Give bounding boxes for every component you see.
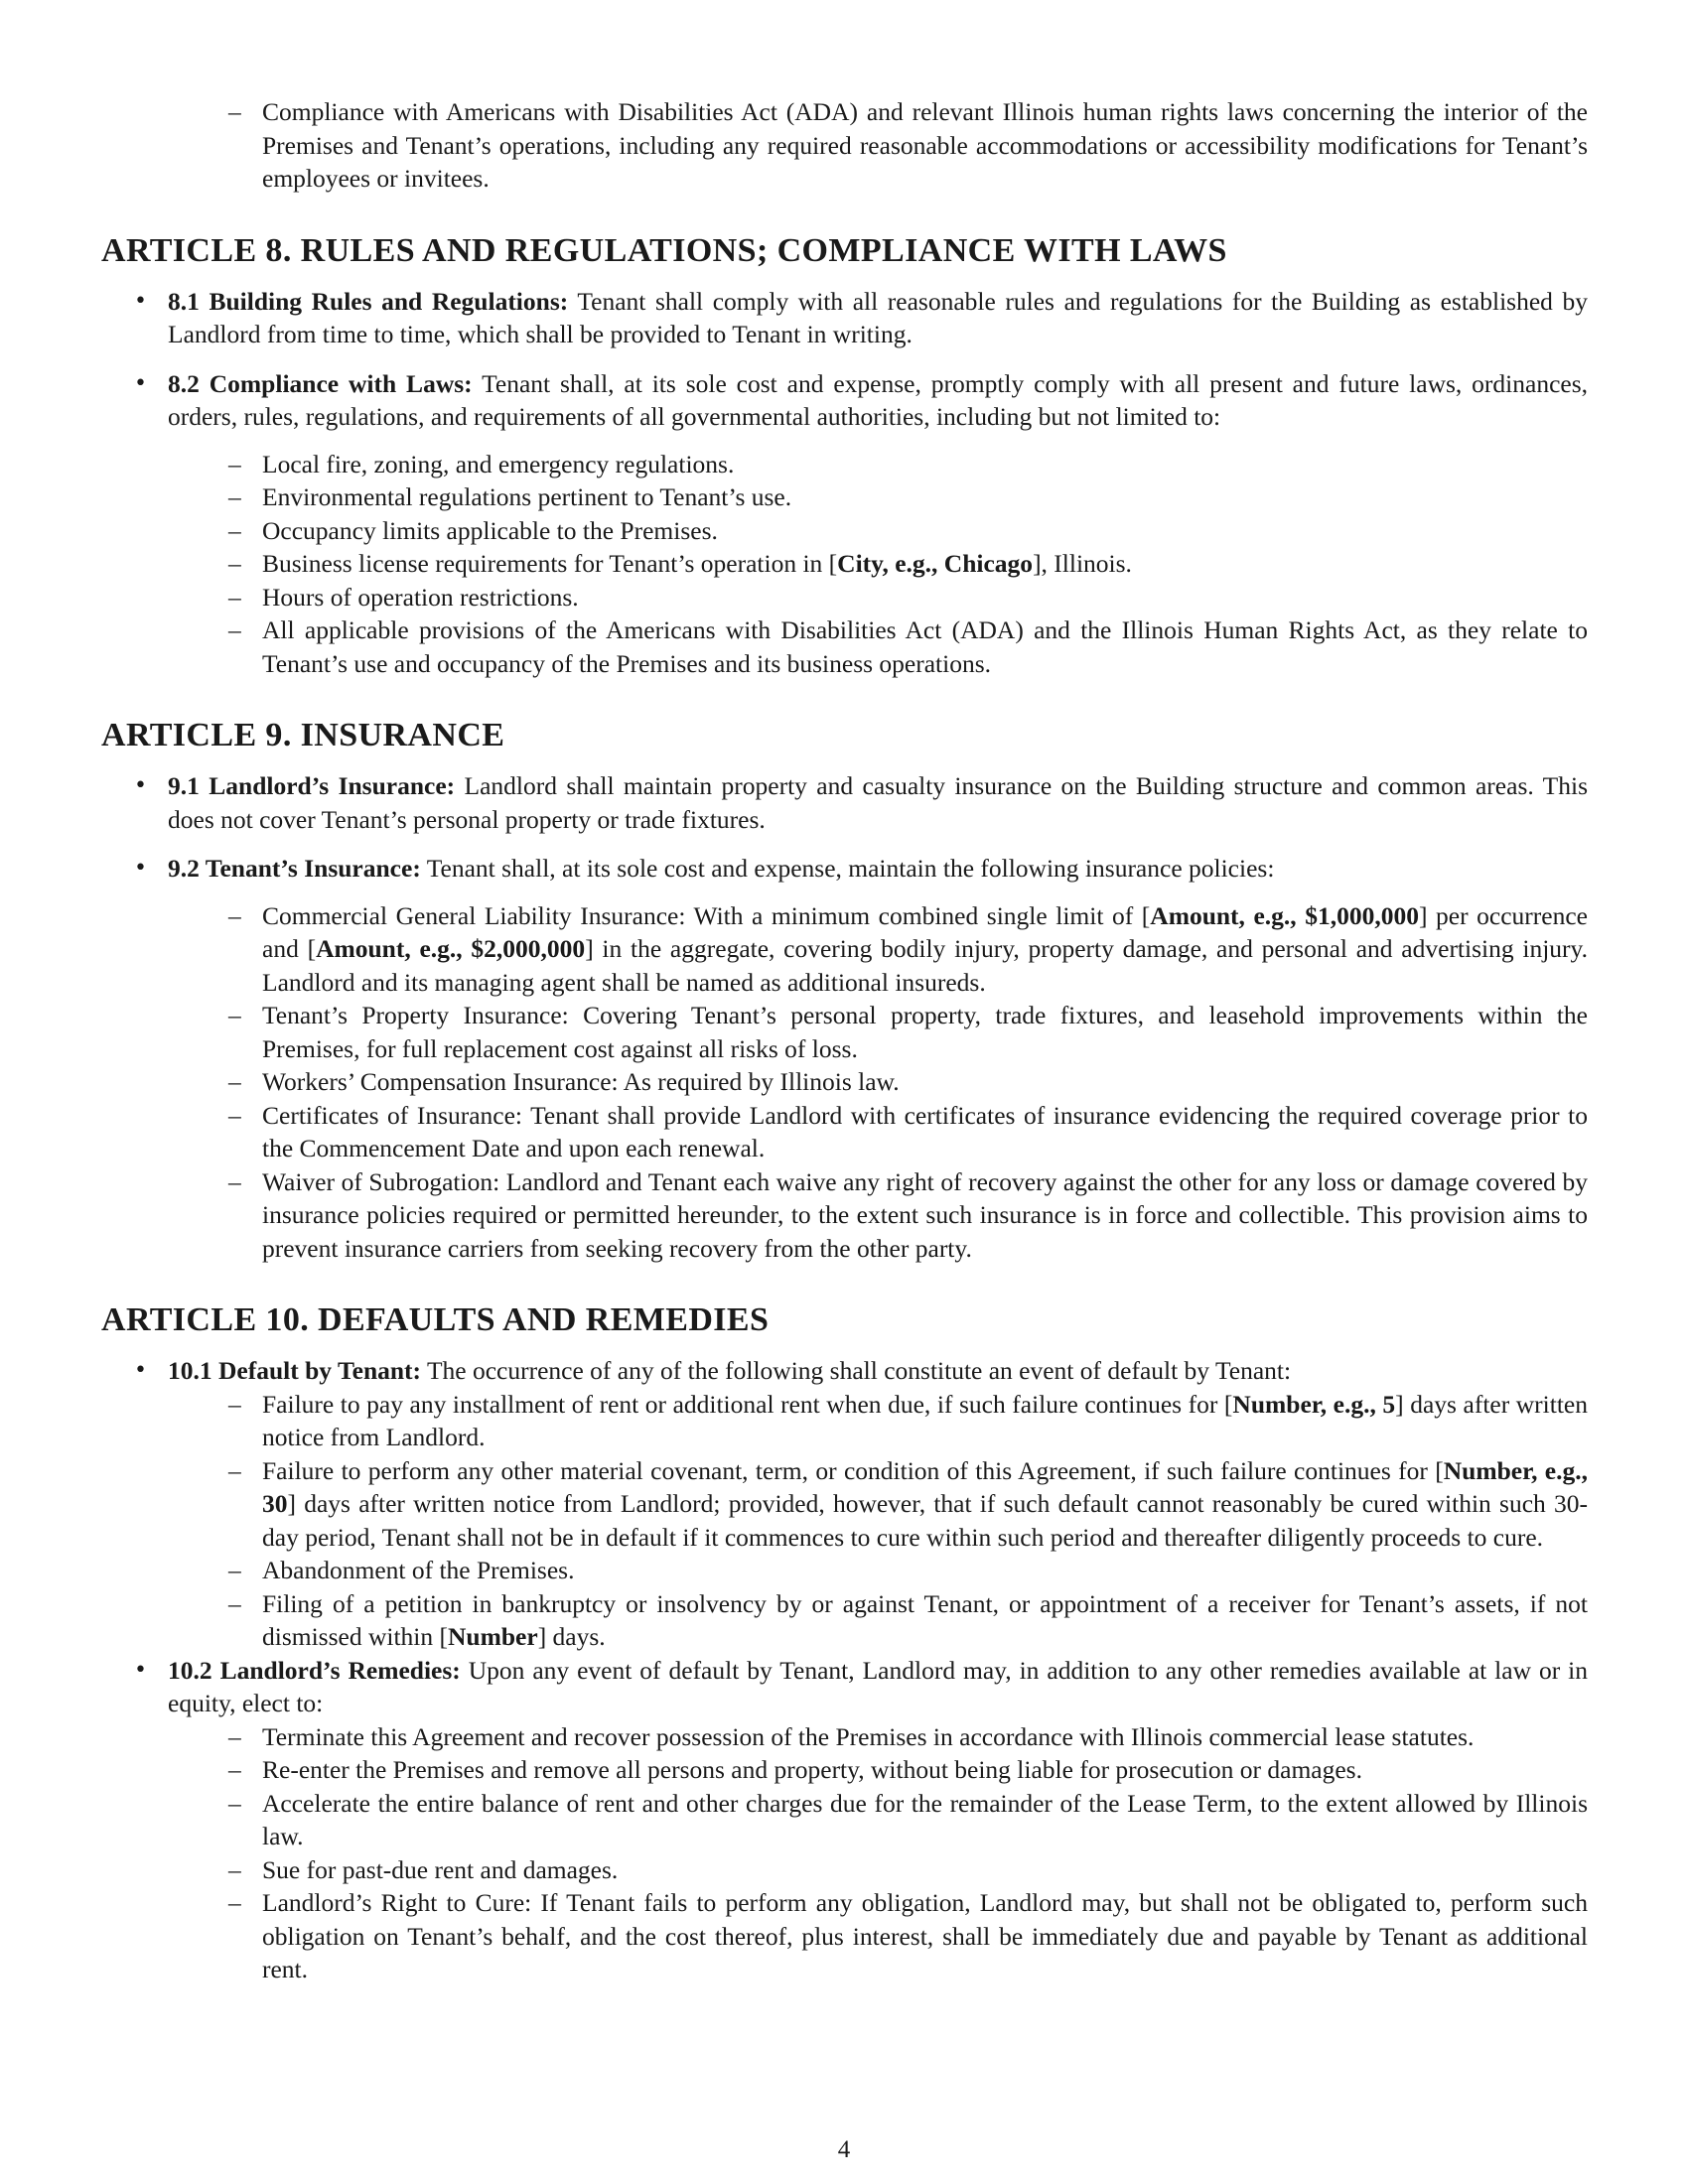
list-item: – Re-enter the Premises and remove all persons and property, without being liable for prosecution or damages. (228, 1753, 1588, 1787)
page-number: 4 (837, 2136, 851, 2163)
list-item: – Failure to pay any installment of rent or additional rent when due, if such failure continues for [Number, e.g., 5] days after written notice from Landlord. (228, 1388, 1588, 1454)
article-10-heading: ARTICLE 10. DEFAULTS AND REMEDIES (101, 1301, 770, 1338)
list-item: – Terminate this Agreement and recover possession of the Premises in accordance with Illinois commercial lease statutes. (228, 1720, 1588, 1754)
article-8-heading: ARTICLE 8. RULES AND REGULATIONS; COMPLIANCE WITH LAWS (101, 231, 1227, 269)
compliance-sublist (228, 448, 1588, 681)
section-8-2: • 8.2 Compliance with Laws: Tenant shall, at its sole cost and expense, promptly comply with all present and future laws, ordinances, orders, rules, regulations, and requirements of all governmental authorities, including but not limited to: – Local fire, zoning, and emergency regulations. – Environmental regulations pertinent to Tenant’s use. – Occupancy limits applicable to the Premises. – Business license requirements for Tenant’s operation in [City, e.g., Chicago], Illinois. – Hours of operation restrictions. – All applicable provisions of the Americans with Disabilities Act (ADA) and the Illinois Human Rights Act, as they relate to Tenant’s use and occupancy of the Premises and its business operations. (101, 367, 1588, 681)
list-item: – Filing of a petition in bankruptcy or insolvency by or against Tenant, or appointment of a receiver for Tenant’s assets, if not dismissed within [Number] days. (228, 1587, 1588, 1654)
continued-list (101, 95, 1588, 196)
list-item: – Landlord’s Right to Cure: If Tenant fails to perform any obligation, Landlord may, but shall not be obligated to, perform such obligation on Tenant’s behalf, and the cost thereof, plus interest, shall be immediately due and payable by Tenant as additional rent. (228, 1886, 1588, 1986)
list-item: – Business license requirements for Tenant’s operation in [City, e.g., Chicago], Illinois. (228, 547, 1588, 581)
section-10-2: • 10.2 Landlord’s Remedies: Upon any event of default by Tenant, Landlord may, in addition to any other remedies available at law or in equity, elect to: – Terminate this Agreement and recover possession of the Premises in accordance with Illinois commercial lease statutes. – Re-enter the Premises and remove all persons and property, without being liable for prosecution or damages. – Accelerate the entire balance of rent and other charges due for the remainder of the Lease Term, to the extent allowed by Illinois law. – Sue for past-due rent and damages. – Landlord’s Right to Cure: If Tenant fails to perform any obligation, Landlord may, but shall not be obligated to, perform such obligation on Tenant’s behalf, and the cost thereof, plus interest, shall be immediately due and payable by Tenant as additional rent. (101, 1654, 1588, 1986)
section-9-1: • 9.1 Landlord’s Insurance: Landlord shall maintain property and casualty insurance on the Building structure and common areas. This does not cover Tenant’s personal property or trade fixtures. (101, 769, 1588, 836)
default-sublist (228, 1388, 1588, 1654)
section-10-1: • 10.1 Default by Tenant: The occurrence of any of the following shall constitute an event of default by Tenant: – Failure to pay any installment of rent or additional rent when due, if such failure continues for [Number, e.g., 5] days after written notice from Landlord. – Failure to perform any other material covenant, term, or condition of this Agreement, if such failure continues for [Number, e.g., 30] days after written notice from Landlord; provided, however, that if such default cannot reasonably be cured within such 30-day period, Tenant shall not be in default if it commences to cure within such period and thereafter diligently proceeds to cure. – Abandonment of the Premises. – Filing of a petition in bankruptcy or insolvency by or against Tenant, or appointment of a receiver for Tenant’s assets, if not dismissed within [Number] days. (101, 1354, 1588, 1654)
list-item: – Hours of operation restrictions. (228, 581, 1588, 614)
list-item: – Waiver of Subrogation: Landlord and Tenant each waive any right of recovery against the other for any loss or damage covered by insurance policies required or permitted hereunder, to the extent such insurance is in force and collectible. This provision aims to prevent insurance carriers from seeking recovery from the other party. (228, 1165, 1588, 1266)
ada-item: – Compliance with Americans with Disabilities Act (ADA) and relevant Illinois human rights laws concerning the interior of the Premises and Tenant’s operations, including any required reasonable accommodations or accessibility modifications for Tenant’s employees or invitees. (228, 95, 1588, 196)
list-item: – Sue for past-due rent and damages. (228, 1853, 1588, 1887)
list-item: – Failure to perform any other material covenant, term, or condition of this Agreement, if such failure continues for [Number, e.g., 30] days after written notice from Landlord; provided, however, that if such default cannot reasonably be cured within such 30-day period, Tenant shall not be in default if it commences to cure within such period and thereafter diligently proceeds to cure. (228, 1454, 1588, 1555)
list-item: – Workers’ Compensation Insurance: As required by Illinois law. (228, 1065, 1588, 1099)
list-item: – Abandonment of the Premises. (228, 1554, 1588, 1587)
list-item: – Tenant’s Property Insurance: Covering Tenant’s personal property, trade fixtures, and leasehold improvements within the Premises, for full replacement cost against all risks of loss. (228, 999, 1588, 1065)
document-page (101, 95, 1588, 1986)
list-item: – Local fire, zoning, and emergency regulations. (228, 448, 1588, 481)
list-item: – Occupancy limits applicable to the Premises. (228, 514, 1588, 548)
article-9-list (101, 769, 1588, 1265)
article-8-list (101, 285, 1588, 681)
list-item: – Environmental regulations pertinent to Tenant’s use. (228, 480, 1588, 514)
section-9-2: • 9.2 Tenant’s Insurance: Tenant shall, at its sole cost and expense, maintain the following insurance policies: – Commercial General Liability Insurance: With a minimum combined single limit of [Amount, e.g., $1,000,000] per occurrence and [Amount, e.g., $2,000,000] in the aggregate, covering bodily injury, property damage, and personal and advertising injury. Landlord and its managing agent shall be named as additional insureds. – Tenant’s Property Insurance: Covering Tenant’s personal property, trade fixtures, and leasehold improvements within the Premises, for full replacement cost against all risks of loss. – Workers’ Compensation Insurance: As required by Illinois law. – Certificates of Insurance: Tenant shall provide Landlord with certificates of insurance evidencing the required coverage prior to the Commencement Date and upon each renewal. – Waiver of Subrogation: Landlord and Tenant each waive any right of recovery against the other for any loss or damage covered by insurance policies required or permitted hereunder, to the extent such insurance is in force and collectible. This provision aims to prevent insurance carriers from seeking recovery from the other party. (101, 852, 1588, 1265)
remedies-sublist (228, 1720, 1588, 1986)
insurance-sublist (228, 899, 1588, 1266)
article-10-list (101, 1354, 1588, 1986)
list-item: – Accelerate the entire balance of rent and other charges due for the remainder of the Lease Term, to the extent allowed by Illinois law. (228, 1787, 1588, 1853)
list-item: – All applicable provisions of the Americans with Disabilities Act (ADA) and the Illinois Human Rights Act, as they relate to Tenant’s use and occupancy of the Premises and its business operations. (228, 614, 1588, 680)
list-item: – Commercial General Liability Insurance: With a minimum combined single limit of [Amount, e.g., $1,000,000] per occurrence and [Amount, e.g., $2,000,000] in the aggregate, covering bodily injury, property damage, and personal and advertising injury. Landlord and its managing agent shall be named as additional insureds. (228, 899, 1588, 1000)
section-8-1: • 8.1 Building Rules and Regulations: Tenant shall comply with all reasonable rules and regulations for the Building as established by Landlord from time to time, which shall be provided to Tenant in writing. (101, 285, 1588, 351)
continued-item (101, 95, 1588, 196)
list-item: – Certificates of Insurance: Tenant shall provide Landlord with certificates of insurance evidencing the required coverage prior to the Commencement Date and upon each renewal. (228, 1099, 1588, 1165)
article-9-heading: ARTICLE 9. INSURANCE (101, 717, 505, 753)
